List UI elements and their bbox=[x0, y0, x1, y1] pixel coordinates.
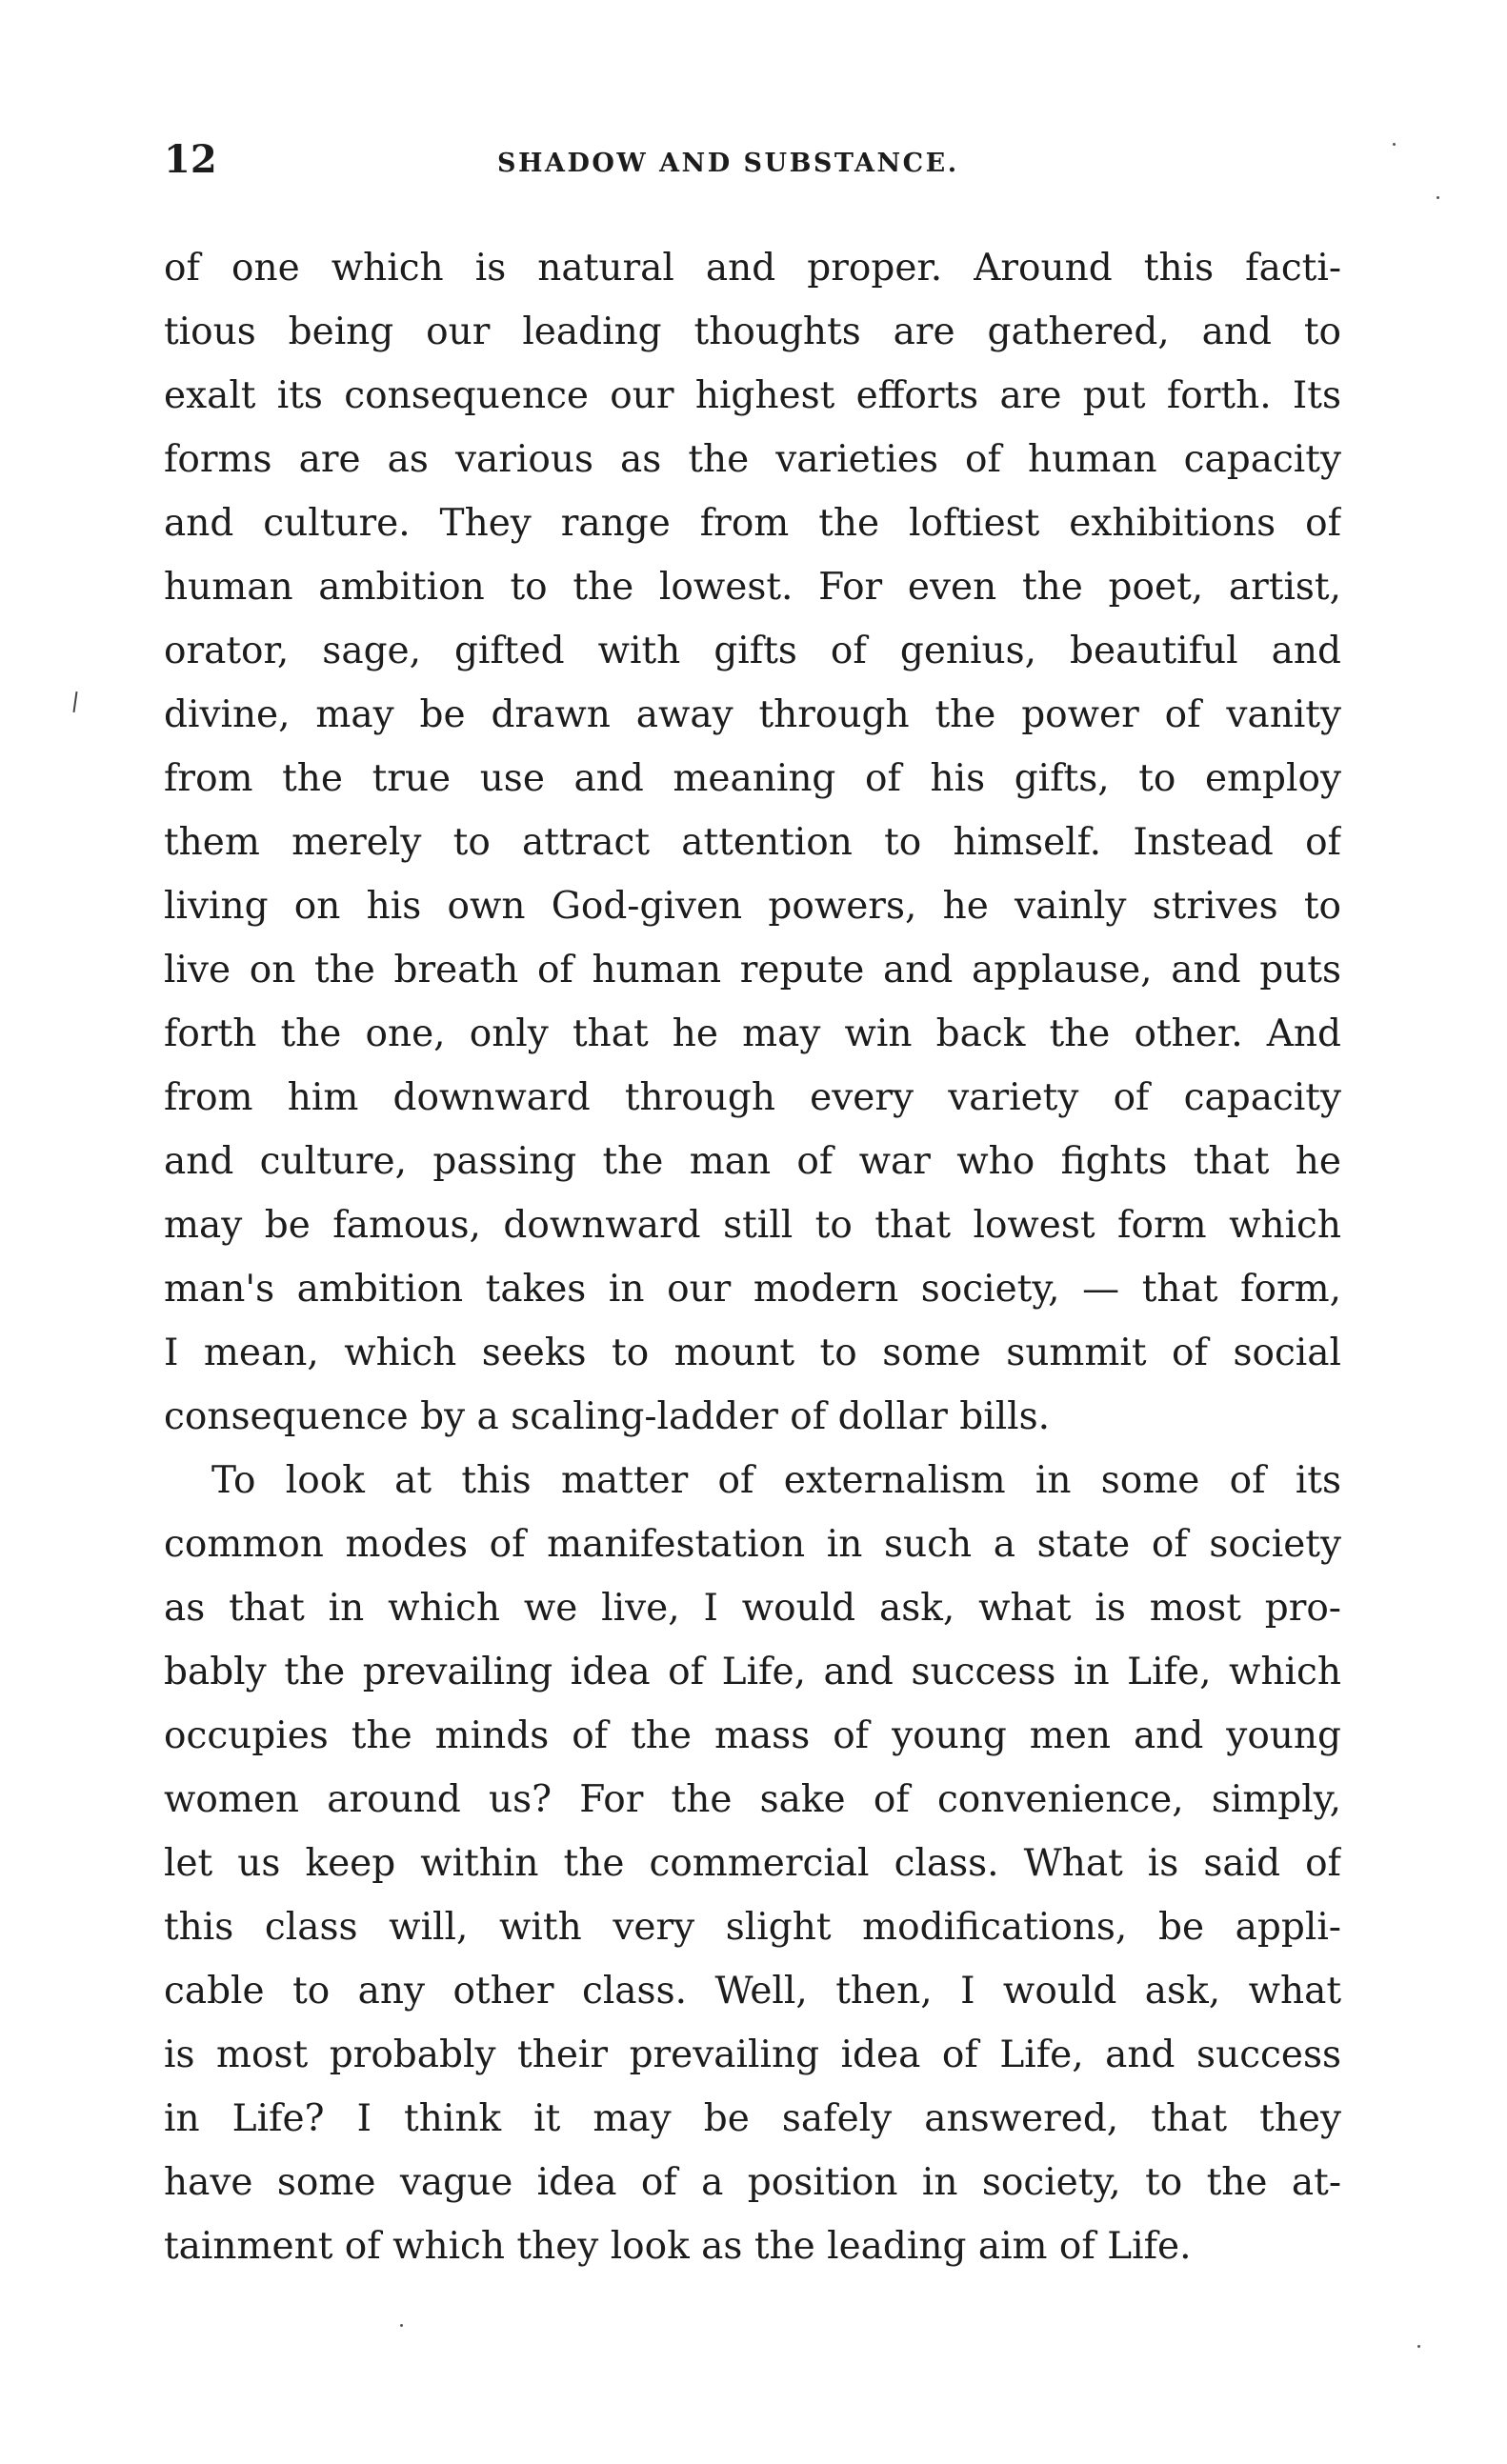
running-title: SHADOW AND SUBSTANCE. bbox=[497, 149, 959, 178]
text-line: divine, may be drawn away through the power of vanity bbox=[164, 693, 1341, 736]
text-line: and culture, passing the man of war who fights that he bbox=[164, 1140, 1341, 1183]
text-line: orator, sage, gifted with gifts of genius, beautiful and bbox=[164, 630, 1341, 672]
body-text bbox=[164, 236, 1341, 2278]
page-number: 12 bbox=[164, 137, 217, 182]
text-line: tious being our leading thoughts are gathered, and to bbox=[164, 311, 1341, 353]
text-line: women around us? For the sake of convenience, simply, bbox=[164, 1778, 1341, 1821]
text-line: and culture. They range from the loftiest exhibitions of bbox=[164, 502, 1341, 545]
text-line: is most probably their prevailing idea of Life, and success bbox=[164, 2033, 1341, 2076]
text-line: from him downward through every variety of capacity bbox=[164, 1076, 1341, 1119]
text-line: human ambition to the lowest. For even the poet, artist, bbox=[164, 566, 1341, 609]
paragraph-start-line: To look at this matter of externalism in some of its bbox=[211, 1459, 1341, 1502]
text-line: from the true use and meaning of his gifts, to employ bbox=[164, 757, 1341, 800]
text-line: cable to any other class. Well, then, I would ask, what bbox=[164, 1970, 1341, 2013]
text-line: man's ambition takes in our modern society, — that form, bbox=[164, 1268, 1341, 1311]
paper-speck bbox=[400, 2324, 403, 2327]
paper-speck bbox=[1437, 196, 1439, 199]
text-line: this class will, with very slight modifications, be appli- bbox=[164, 1906, 1341, 1949]
text-line: let us keep within the commercial class. What is said of bbox=[164, 1842, 1341, 1885]
text-line: common modes of manifestation in such a state of society bbox=[164, 1523, 1341, 1566]
text-line: as that in which we live, I would ask, what is most pro- bbox=[164, 1587, 1341, 1630]
text-line: forth the one, only that he may win back the other. And bbox=[164, 1012, 1341, 1055]
paper-speck bbox=[1417, 2345, 1420, 2348]
text-line: have some vague idea of a position in society, to the at- bbox=[164, 2161, 1341, 2204]
text-line: forms are as various as the varieties of human capacity bbox=[164, 438, 1341, 481]
text-line: I mean, which seeks to mount to some summit of social bbox=[164, 1332, 1341, 1374]
text-line: in Life? I think it may be safely answered, that they bbox=[164, 2097, 1341, 2140]
text-line: of one which is natural and proper. Around this facti- bbox=[164, 247, 1341, 290]
text-line: live on the breath of human repute and applause, and puts bbox=[164, 949, 1341, 992]
text-line: them merely to attract attention to himself. Instead of bbox=[164, 821, 1341, 864]
text-line: bably the prevailing idea of Life, and success in Life, which bbox=[164, 1651, 1341, 1693]
text-line: living on his own God-given powers, he vainly strives to bbox=[164, 885, 1341, 928]
text-line: consequence by a scaling-ladder of dollar bills. bbox=[164, 1395, 1051, 1438]
paper-speck bbox=[1393, 143, 1396, 146]
text-line: occupies the minds of the mass of young men and young bbox=[164, 1714, 1341, 1757]
margin-mark bbox=[72, 691, 77, 712]
running-head bbox=[164, 131, 1345, 189]
text-line: tainment of which they look as the leading aim of Life. bbox=[164, 2225, 1192, 2268]
text-line: may be famous, downward still to that lowest form which bbox=[164, 1204, 1341, 1247]
text-line: exalt its consequence our highest efforts are put forth. Its bbox=[164, 374, 1341, 417]
